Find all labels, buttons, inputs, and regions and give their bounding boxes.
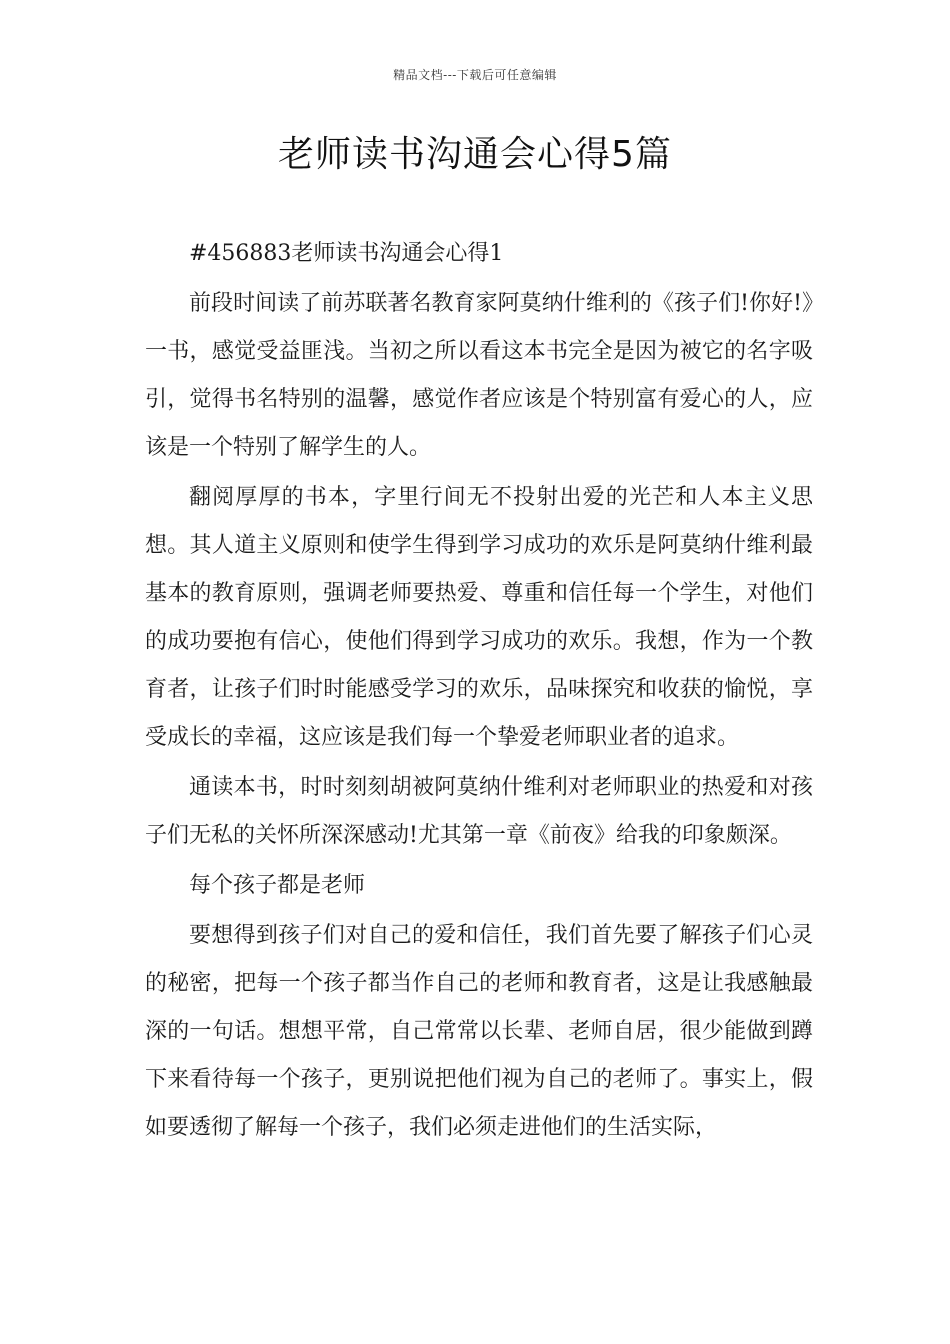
document-title: 老师读书沟通会心得5篇 xyxy=(278,134,672,175)
paragraph-1: 前段时间读了前苏联著名教育家阿莫纳什维利的《孩子们!你好!》一书，感觉受益匪浅。当初之所以看这本书完全是因为被它的名字吸引，觉得书名特别的温馨，感觉作者应该是个特别富有爱心的人，应该是一个特别了解学生的人。 xyxy=(145,291,813,460)
paragraph-4: 要想得到孩子们对自己的爱和信任，我们首先要了解孩子们心灵的秘密，把每一个孩子都当作自己的老师和教育者，这是让我感触最深的一句话。想想平常，自己常常以长辈、老师自居，很少能做到蹲下来看待每一个孩子，更别说把他们视为自己的老师了。事实上，假如要透彻了解每一个孩子，我们必须走进他们的生活实际， xyxy=(145,923,813,1140)
subheading: 每个孩子都是老师 xyxy=(189,873,366,898)
paragraph-3: 通读本书，时时刻刻胡被阿莫纳什维利对老师职业的热爱和对孩子们无私的关怀所深深感动!尤其第一章《前夜》给我的印象颇深。 xyxy=(145,775,813,848)
document-body xyxy=(145,230,813,1152)
header-note: 精品文档---下载后可任意编辑 xyxy=(393,68,557,82)
paragraph-2: 翻阅厚厚的书本，字里行间无不投射出爱的光芒和人本主义思想。其人道主义原则和使学生得到学习成功的欢乐是阿莫纳什维利最基本的教育原则，强调老师要热爱、尊重和信任每一个学生，对他们的成功要抱有信心，使他们得到学习成功的欢乐。我想，作为一个教育者，让孩子们时时能感受学习的欢乐，品味探究和收获的愉悦，享受成长的幸福，这应该是我们每一个挚爱老师职业者的追求。 xyxy=(145,485,813,750)
section-heading: #456883老师读书沟通会心得1 xyxy=(189,241,504,266)
